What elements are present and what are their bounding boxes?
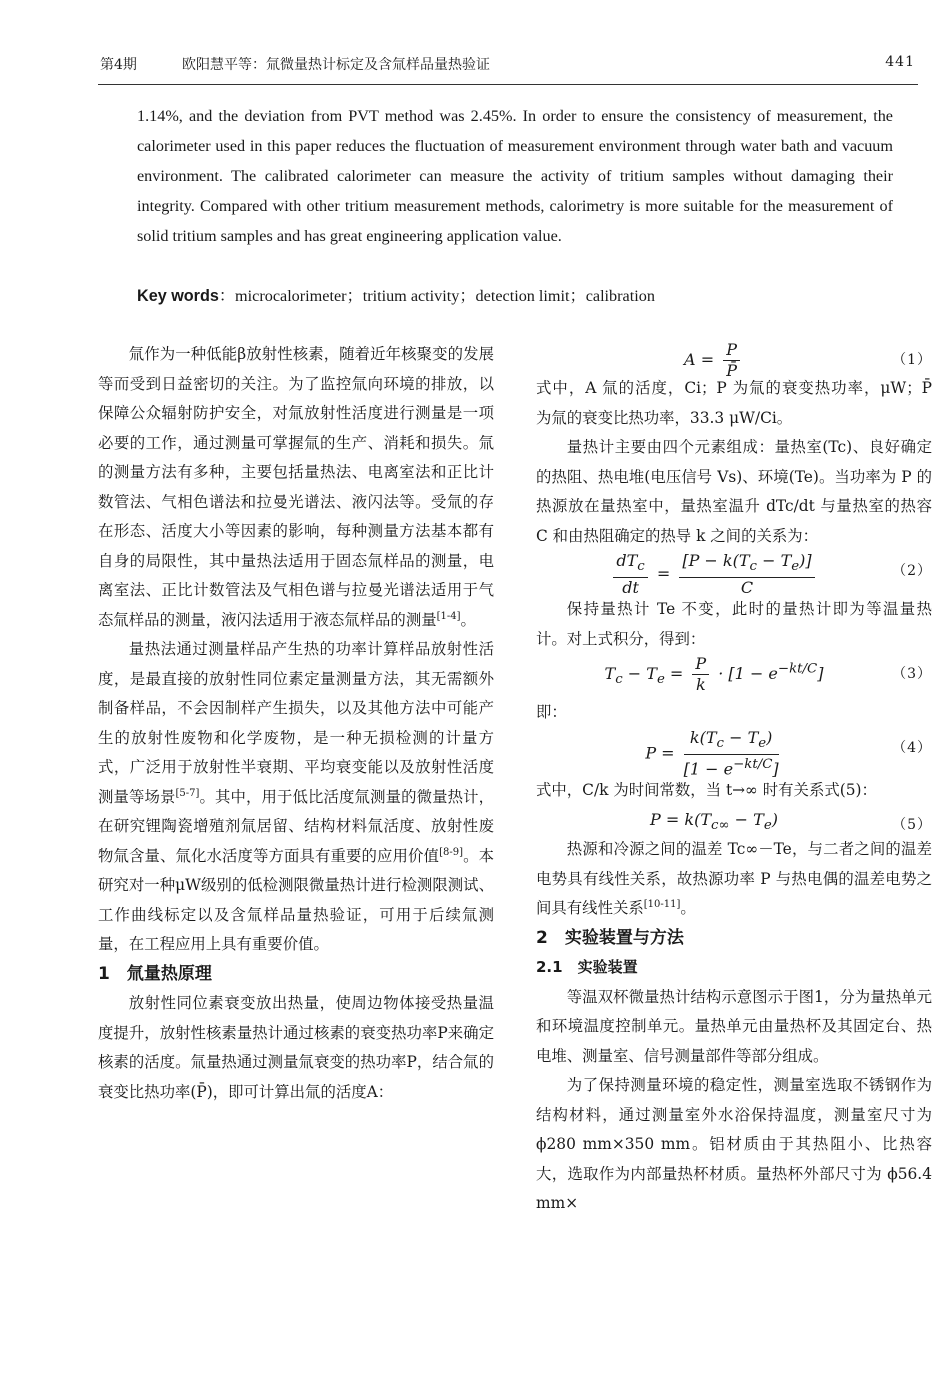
citation: [1-4] <box>436 610 461 622</box>
equation-number: （2） <box>892 563 932 579</box>
principle-paragraph: 放射性同位素衰变放出热量，使周边物体接受热量温度提升，放射性核素量热计通过核素的衰变热功率P来确定核素的活度。氚量热通过测量氚衰变的热功率P，结合氚的衰变比热功率(P̄)，即可计算出氚的活度A： <box>98 994 494 1101</box>
page-number: 441 <box>885 54 915 70</box>
left-column <box>98 340 494 1107</box>
keywords-text: ：microcalorimeter；tritium activity；detection limit；calibration <box>218 287 655 305</box>
section-heading-2: 2 实验装置与方法 <box>536 927 684 948</box>
right-column <box>536 340 932 1219</box>
calorimeter-elements-paragraph: 量热计主要由四个元素组成：量热室(Tc)、良好确定的热阻、热电堆(电压信号 Vs)、环境(Te)。当功率为 P 的热源放在量热室中，量热室温升 dTc/dt 与量热室的热容 C 和由热阻确定的热导 k 之间的关系为： <box>536 438 932 545</box>
apparatus-paragraph-2: 为了保持测量环境的稳定性，测量室选取不锈钢作为结构材料，通过测量室外水浴保持温度，测量室尺寸为 ϕ280 mm×350 mm。铝材质由于其热阻小、比热容大，选取作为内部量热杯材质。量热杯外部尺寸为 ϕ56.4 mm× <box>536 1076 932 1212</box>
section-heading-1: 1 氚量热原理 <box>98 963 212 984</box>
intro-paragraph-2: 量热法通过测量样品产生热的功率计算样品放射性活度，是最直接的放射性同位素定量测量方法，其无需额外制备样品，不会因制样产生损失，以及其他方法中可能产生的放射性废物和化学废物，是一种无损检测的计量方式，广泛用于放射性半衰期、平均衰变能以及放射性活度测量等场景[5-7]。其中，用于低比活度氚测量的微量热计，在研究锂陶瓷增殖剂氚居留、结构材料氚活度、放射性废物氚含量、氚化水活度等方面具有重要的应用价值[8-9]。本研究对一种μW级别的低检测限微量热计进行检测限测试、工作曲线标定以及含氚样品量热验证，可用于后续氚测量，在工程应用上具有重要价值。 <box>98 640 494 953</box>
subsection-heading-2-1: 2.1 实验装置 <box>536 958 638 976</box>
equation-5: $P = k(T_{c\infty} - T_e)$ （5） <box>536 805 932 835</box>
equation-number: （3） <box>892 666 932 682</box>
equation-number: （4） <box>892 739 932 756</box>
equation-number: （5） <box>892 817 932 833</box>
keywords-line <box>137 281 893 311</box>
issue-number: 第4期 <box>100 57 137 73</box>
equation-4: P = $\frac{k(T_c - T_e)}{[1 - e^{-kt/C}]}$ （4） <box>645 727 932 779</box>
equation-2: $\frac{dT_c}{dt}$ = $\frac{[P - k(T_c - T_e)]}{C}$ （2） <box>536 551 932 595</box>
eq1-explanation: 式中，A 氚的活度，Ci；P 为氚的衰变热功率，μW；P̄ 为氚的衰变比热功率，33.3 μW/Ci。 <box>536 379 932 427</box>
citation: [8-9] <box>439 846 463 858</box>
apparatus-paragraph-1: 等温双杯微量热计结构示意图示于图1，分为量热单元和环境温度控制单元。量热单元由量热杯及其固定台、热电堆、测量室、信号测量部件等部分组成。 <box>536 987 932 1065</box>
integration-paragraph: 保持量热计 Te 不变，此时的量热计即为等温量热计。对上式积分，得到： <box>536 600 932 648</box>
citation: [5-7] <box>175 787 200 799</box>
equation-3: $T_c - T_e$ = $\frac{P}{k}$ · $[1 - e^{-kt/C}]$ （3） <box>604 654 932 694</box>
time-constant-paragraph: 式中，C/k 为时间常数，当 t→∞ 时有关系式(5)： <box>536 780 877 799</box>
citation: [10-11] <box>643 898 681 910</box>
equation-number: （1） <box>892 352 932 368</box>
header-rule <box>98 84 918 85</box>
running-title: 欧阳慧平等：氚微量热计标定及含氚样品量热验证 <box>182 57 490 73</box>
keywords-label: Key words <box>137 287 219 305</box>
running-header <box>100 52 915 78</box>
intro-paragraph-1: 氚作为一种低能β放射性核素，随着近年核聚变的发展等而受到日益密切的关注。为了监控氚向环境的排放，以保障公众辐射防护安全，对氚放射性活度进行测量是一项必要的工作，通过测量可掌握氚的生产、消耗和损失。氚的测量方法有多种，主要包括量热法、电离室法和正比计数管法、气相色谱法和拉曼光谱法、液闪法等。受氚的存在形态、活度大小等因素的影响，每种测量方法基本都有自身的局限性，其中量热法适用于固态氚样品的测量，电离室法、正比计数管法及气相色谱与拉曼光谱法适用于气态氚样品的测量，液闪法适用于液态氚样品的测量[1-4]。 <box>98 345 494 629</box>
linearity-paragraph: 热源和冷源之间的温差 Tc∞－Te，与二者之间的温差电势具有线性关系，故热源功率 P 与热电偶的温差电势之间具有线性关系[10-11]。 <box>536 840 932 917</box>
equation-1: A = $\frac{P}{P̄}$ （1） <box>684 340 932 380</box>
english-abstract: 1.14%, and the deviation from PVT method was 2.45%. In order to ensure the consistency of measurement, the calorimeter used in this paper reduces the fluctuation of measurement environment through water bath and vacuum environment. The calibrated calorimeter can measure the activity of tritium samples without damaging their integrity. Compared with other tritium measurement methods, calorimetry is more suitable for the measurement of solid tritium samples and has great engineering application value. <box>137 107 893 245</box>
i-e-label: 即： <box>536 703 567 721</box>
